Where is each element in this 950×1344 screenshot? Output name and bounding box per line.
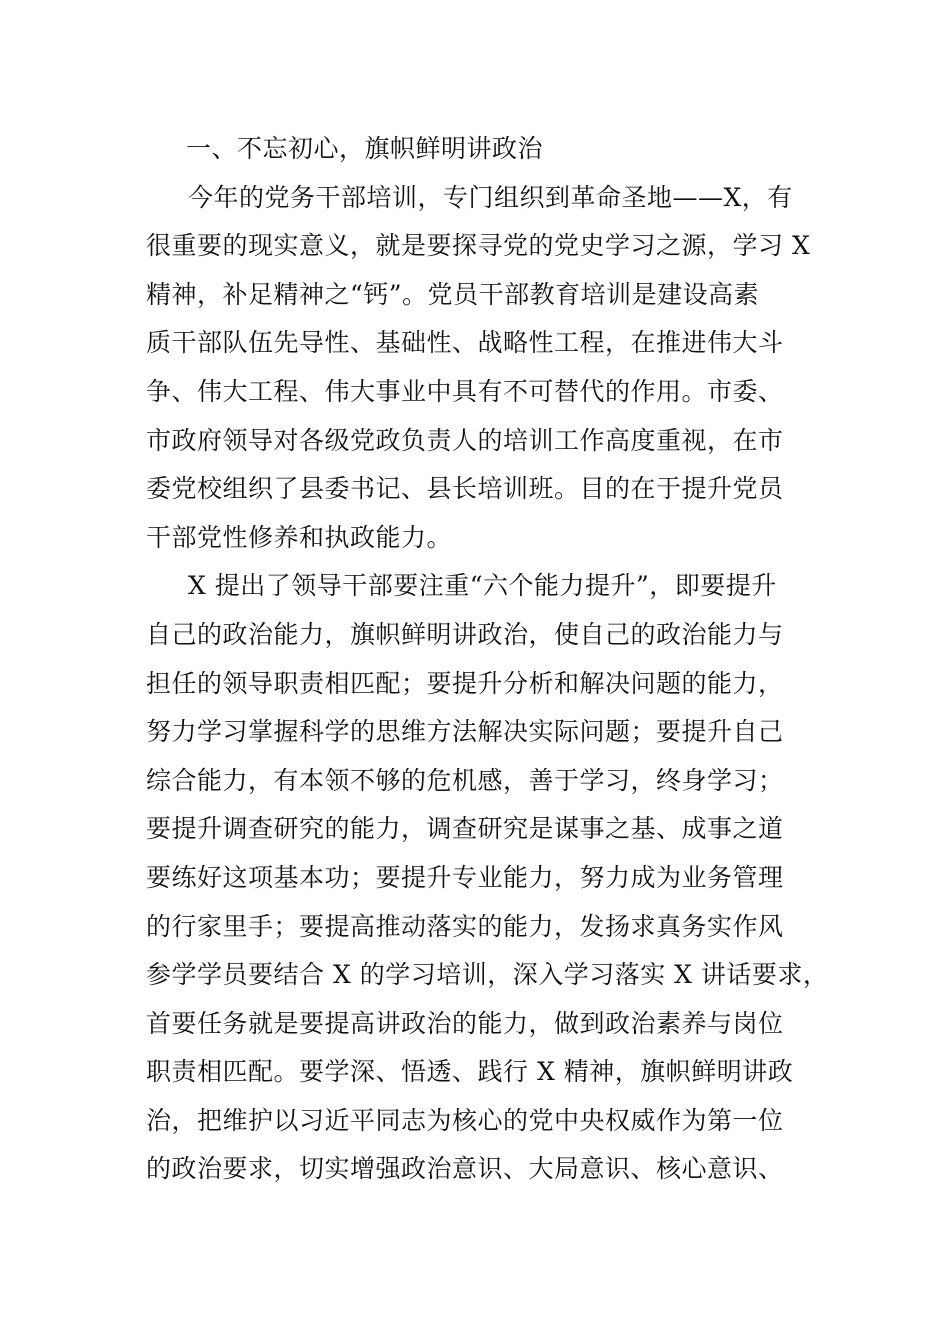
paragraph-line: 精神，补足精神之“钙”。党员干部教育培训是建设高素	[146, 279, 760, 309]
paragraph-line: 争、伟大工程、伟大事业中具有不可替代的作用。市委、	[146, 376, 784, 406]
section-heading: 一、不忘初心，旗帜鲜明讲政治	[186, 134, 544, 163]
paragraph-line: X 提出了领导干部要注重“六个能力提升”，即要提升	[188, 571, 777, 601]
paragraph-line: 综合能力，有本领不够的危机感，善于学习，终身学习；	[146, 765, 784, 795]
paragraph-line: 质干部队伍先导性、基础性、战略性工程，在推进伟大斗	[146, 328, 784, 358]
paragraph-line: 自己的政治能力，旗帜鲜明讲政治，使自己的政治能力与	[146, 619, 784, 649]
paragraph-line: 治，把维护以习近平同志为核心的党中央权威作为第一位	[146, 1105, 784, 1135]
paragraph-line: 首要任务就是要提高讲政治的能力，做到政治素养与岗位	[146, 1008, 784, 1038]
paragraph-line: 要提升调查研究的能力，调查研究是谋事之基、成事之道	[146, 814, 784, 844]
paragraph-line: 努力学习掌握科学的思维方法解决实际问题；要提升自己	[146, 717, 784, 747]
paragraph-line: 市政府领导对各级党政负责人的培训工作高度重视，在市	[146, 425, 784, 455]
paragraph-line: 的政治要求，切实增强政治意识、大局意识、核心意识、	[146, 1154, 784, 1184]
paragraph-line: 干部党性修养和执政能力。	[146, 522, 453, 552]
paragraph-line: 的行家里手；要提高推动落实的能力，发扬求真务实作风	[146, 911, 784, 941]
paragraph-line: 今年的党务干部培训，专门组织到革命圣地——X，有	[188, 182, 793, 212]
paragraph-line: 很重要的现实意义，就是要探寻党的党史学习之源，学习 X	[146, 231, 811, 261]
paragraph-line: 要练好这项基本功；要提升专业能力，努力成为业务管理	[146, 862, 784, 892]
paragraph-line: 委党校组织了县委书记、县长培训班。目的在于提升党员	[146, 474, 784, 504]
paragraph-line: 担任的领导职责相匹配；要提升分析和解决问题的能力，	[146, 668, 784, 698]
paragraph-line: 职责相匹配。要学深、悟透、践行 X 精神，旗帜鲜明讲政	[146, 1057, 794, 1087]
paragraph-line: 参学学员要结合 X 的学习培训，深入学习落实 X 讲话要求，	[146, 960, 829, 990]
document-body	[146, 125, 829, 1194]
